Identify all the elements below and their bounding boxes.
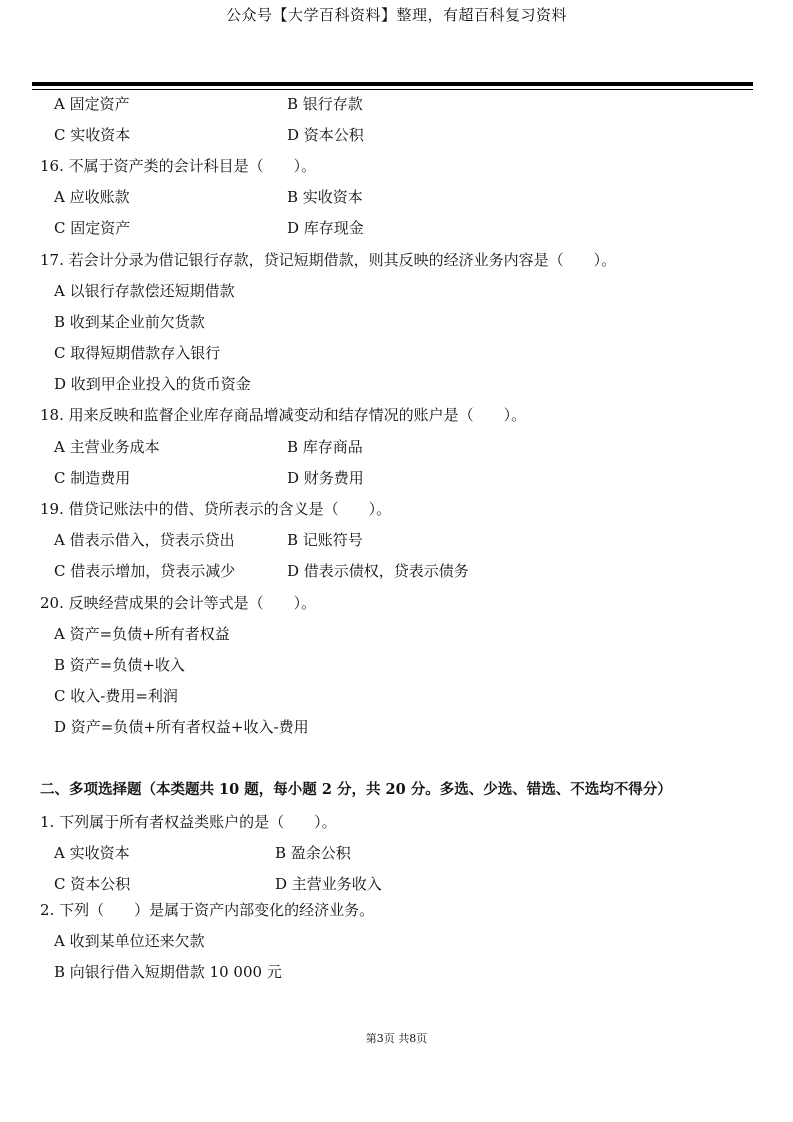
option: C 实收资本 [54,126,131,144]
question-stem: 17. 若会计分录为借记银行存款，贷记短期借款，则其反映的经济业务内容是（ ）。 [40,251,617,269]
option: C 取得短期借款存入银行 [54,344,221,362]
question-stem: 19. 借贷记账法中的借、贷所表示的含义是（ ）。 [40,500,392,518]
option: A 主营业务成本 [54,438,160,456]
section-title: 二、多项选择题（本类题共 10 题，每小题 2 分，共 20 分。多选、少选、错选、不选均不得分） [40,781,672,798]
header-rule-thin [32,89,753,90]
option: A 以银行存款偿还短期借款 [54,282,235,300]
option: B 向银行借入短期借款 10 000 元 [54,963,282,981]
option: C 资本公积 [54,875,131,893]
option: A 应收账款 [54,188,130,206]
option: D 借表示债权，贷表示债务 [287,562,469,580]
option: B 银行存款 [287,95,363,113]
option: A 借表示借入，贷表示贷出 [54,531,235,549]
header-rule-thick [32,82,753,86]
option: A 实收资本 [54,844,130,862]
option: B 收到某企业前欠货款 [54,313,205,331]
option: B 库存商品 [287,438,363,456]
option: D 主营业务收入 [275,875,382,893]
option: D 资本公积 [287,126,364,144]
option: C 固定资产 [54,219,131,237]
option: B 实收资本 [287,188,363,206]
option: B 盈余公积 [275,844,351,862]
option: D 财务费用 [287,469,364,487]
option: B 资产=负债+收入 [54,656,185,674]
option: C 收入-费用=利润 [54,687,178,705]
question-stem: 16. 不属于资产类的会计科目是（ ）。 [40,157,317,175]
option: C 制造费用 [54,469,131,487]
option: A 固定资产 [54,95,130,113]
option: A 收到某单位还来欠款 [54,932,205,950]
question-stem: 1. 下列属于所有者权益类账户的是（ ）。 [40,813,337,831]
page-header: 公众号【大学百科资料】整理，有超百科复习资料 [225,6,567,24]
option: D 收到甲企业投入的货币资金 [54,375,251,393]
question-stem: 2. 下列（ ）是属于资产内部变化的经济业务。 [40,901,375,919]
page-footer: 第3页 共8页 [365,1032,428,1045]
option: D 库存现金 [287,219,364,237]
option: A 资产=负债+所有者权益 [54,625,230,643]
question-stem: 20. 反映经营成果的会计等式是（ ）。 [40,594,317,612]
question-stem: 18. 用来反映和监督企业库存商品增减变动和结存情况的账户是（ ）。 [40,406,527,424]
option: B 记账符号 [287,531,363,549]
option: D 资产=负债+所有者权益+收入-费用 [54,718,309,736]
option: C 借表示增加，贷表示减少 [54,562,236,580]
